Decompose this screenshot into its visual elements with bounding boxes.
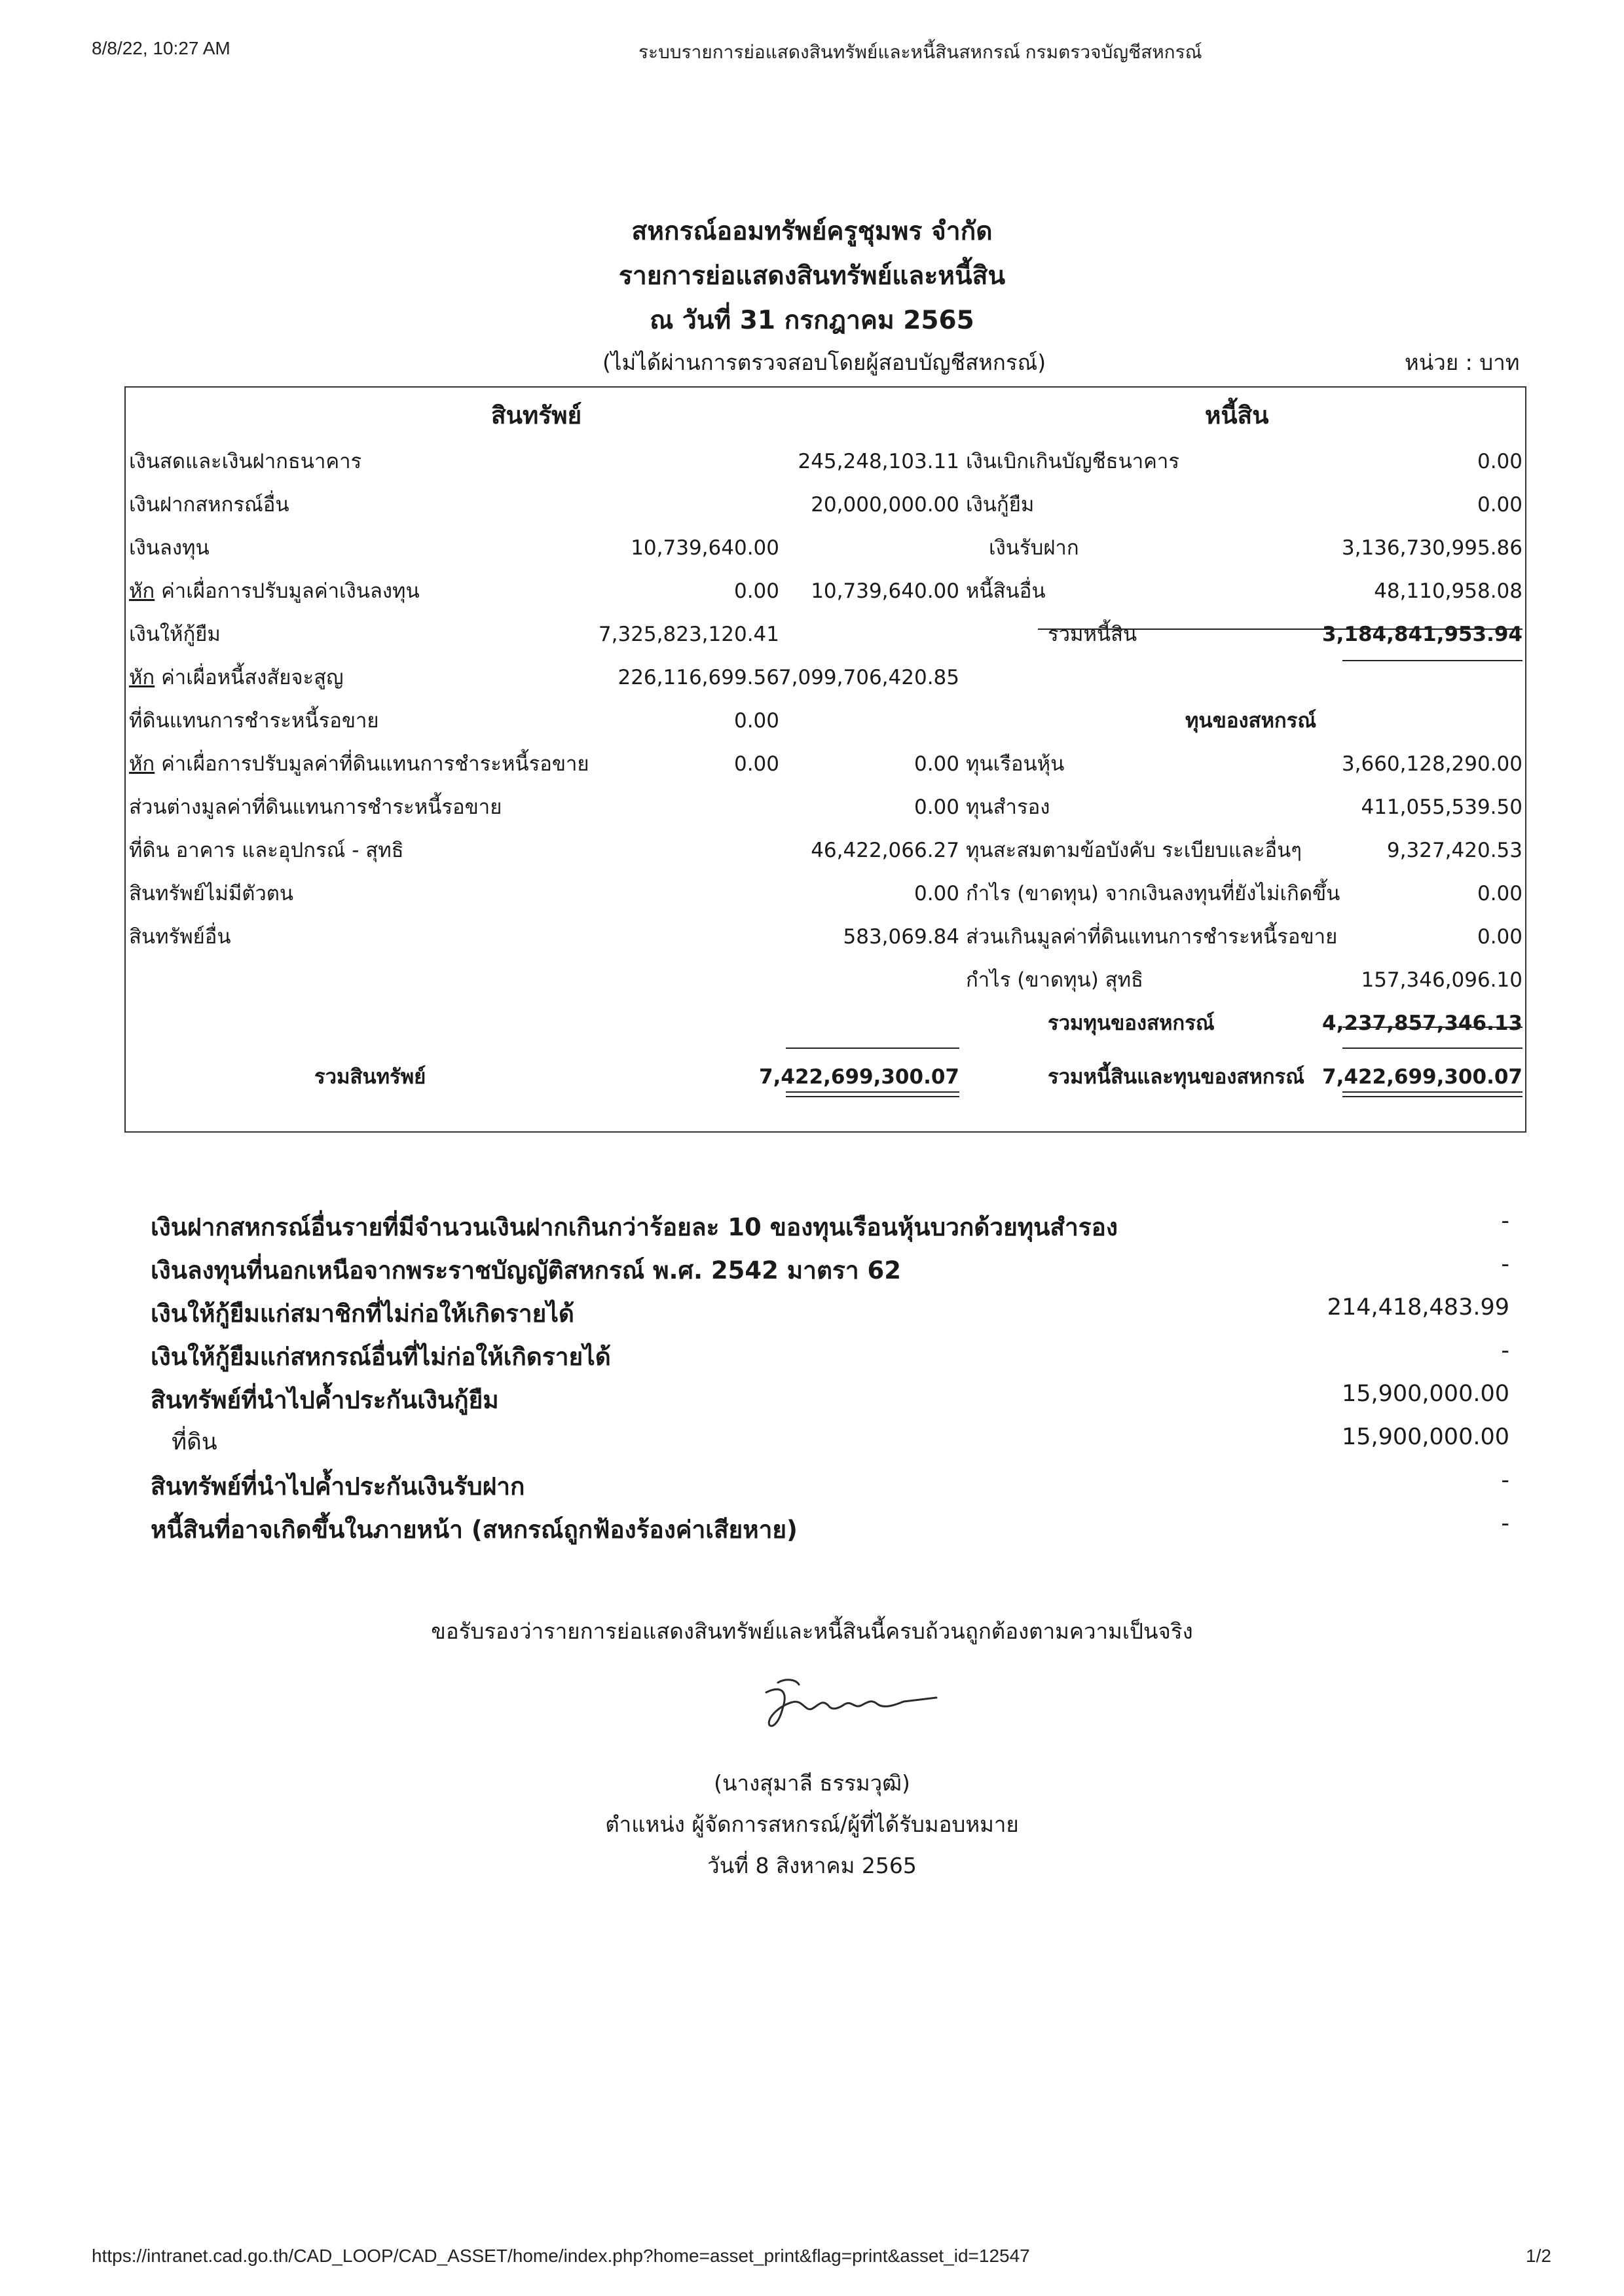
asset-row-label	[129, 927, 231, 947]
equity-row-label: กำไร (ขาดทุน) จากเงินลงทุนที่ยังไม่เกิดขึ้น	[966, 882, 1340, 905]
grand-total-label: รวมหนี้สินและทุนของสหกรณ์	[1048, 1065, 1304, 1089]
note-value: -	[1501, 1251, 1509, 1277]
asset-row-label	[129, 754, 589, 774]
note-label: สินทรัพย์ที่นำไปค้ำประกันเงินกู้ยืม	[151, 1386, 499, 1414]
note-label: สินทรัพย์ที่นำไปค้ำประกันเงินรับฝาก	[151, 1472, 525, 1501]
report-title: รายการย่อแสดงสินทรัพย์และหนี้สิน	[618, 261, 1006, 291]
equity-row-amount: 0.00	[1477, 925, 1522, 949]
print-page-number: 1/2	[1526, 2246, 1551, 2266]
asset-row-label	[129, 797, 502, 818]
asset-row-sub-amount: 0.00	[733, 579, 779, 603]
grand-total-amount: 7,422,699,300.07	[1322, 1065, 1522, 1089]
liabilities-total-label: รวมหนี้สิน	[1048, 623, 1137, 646]
equity-row-label: ทุนสำรอง	[966, 795, 1050, 819]
asset-row-amount: 245,248,103.11	[798, 450, 959, 473]
signer-position: ตำแหน่ง ผู้จัดการสหกรณ์/ผู้ที่ได้รับมอบหมาย	[605, 1812, 1019, 1837]
equity-header: ทุนของสหกรณ์	[1185, 709, 1317, 733]
asset-row-sub-amount: 0.00	[733, 752, 779, 776]
deduct-prefix: หัก	[129, 666, 155, 689]
liability-row-amount: 3,136,730,995.86	[1341, 536, 1522, 560]
print-datetime: 8/8/22, 10:27 AM	[92, 38, 231, 58]
liability-row-label: หนี้สินอื่น	[966, 579, 1046, 603]
note-label: เงินให้กู้ยืมแก่สหกรณ์อื่นที่ไม่ก่อให้เกิดรายได้	[151, 1343, 611, 1371]
deduct-prefix: หัก	[129, 752, 155, 776]
note-value: -	[1501, 1510, 1509, 1537]
asset-row-amount: 0.00	[913, 752, 959, 776]
asset-label-text: สินทรัพย์อื่น	[129, 925, 231, 949]
audit-note: (ไม่ได้ผ่านการตรวจสอบโดยผู้สอบบัญชีสหกรณ์)	[602, 350, 1046, 375]
asset-row-amount: 20,000,000.00	[811, 493, 959, 517]
assets-total-amount: 7,422,699,300.07	[759, 1065, 959, 1089]
assets-total-topline	[786, 1048, 959, 1049]
assets-total-underline1	[786, 1091, 959, 1093]
note-label: หนี้สินที่อาจเกิดขึ้นในภายหน้า (สหกรณ์ถูกฟ้องร้องค่าเสียหาย)	[151, 1516, 798, 1544]
certification-text: ขอรับรองว่ารายการย่อแสดงสินทรัพย์และหนี้สินนี้ครบถ้วนถูกต้องตามความเป็นจริง	[431, 1618, 1193, 1644]
signer-name: (นางสุมาลี ธรรมวุฒิ)	[714, 1770, 910, 1796]
asset-row-label	[129, 841, 404, 861]
equity-total-underline	[1342, 1048, 1522, 1049]
note-label: เงินลงทุนที่นอกเหนือจากพระราชบัญญัติสหกรณ์ พ.ศ. 2542 มาตรา 62	[151, 1256, 902, 1285]
equity-total-topline	[1342, 1027, 1522, 1028]
asset-row-label	[129, 452, 361, 472]
liabilities-total-amount: 3,184,841,953.94	[1322, 623, 1522, 646]
print-page-title: ระบบรายการย่อแสดงสินทรัพย์และหนี้สินสหกรณ์ กรมตรวจบัญชีสหกรณ์	[638, 42, 1202, 62]
liability-row-amount: 48,110,958.08	[1374, 579, 1522, 603]
asset-row-amount: 583,069.84	[843, 925, 959, 949]
equity-row-amount: 0.00	[1477, 882, 1522, 905]
asset-row-amount: 0.00	[913, 882, 959, 905]
asset-row-label	[129, 884, 293, 904]
liabilities-total-topline	[1038, 629, 1522, 630]
asset-label-text: ค่าเผื่อการปรับมูลค่าเงินลงทุน	[155, 579, 420, 603]
asset-row-amount: 7,099,706,420.85	[778, 666, 959, 689]
equity-row-amount: 9,327,420.53	[1386, 839, 1522, 862]
liability-row-label: เงินเบิกเกินบัญชีธนาคาร	[966, 450, 1179, 473]
report-date: ณ วันที่ 31 กรกฎาคม 2565	[650, 306, 974, 335]
asset-row-label	[129, 495, 289, 515]
equity-row-label: กำไร (ขาดทุน) สุทธิ	[966, 968, 1143, 992]
asset-row-label	[129, 625, 221, 645]
assets-total-underline2	[786, 1096, 959, 1097]
asset-row-amount: 10,739,640.00	[811, 579, 959, 603]
equity-row-amount: 3,660,128,290.00	[1341, 752, 1522, 776]
grand-total-underline1	[1342, 1091, 1522, 1093]
liability-row-amount: 0.00	[1477, 450, 1522, 473]
note-label: เงินให้กู้ยืมแก่สมาชิกที่ไม่ก่อให้เกิดรายได้	[151, 1300, 574, 1328]
asset-row-amount: 0.00	[913, 795, 959, 819]
asset-row-sub-amount: 226,116,699.56	[618, 666, 779, 689]
note-value: -	[1501, 1467, 1509, 1493]
note-label: ที่ดิน	[172, 1429, 217, 1455]
asset-row-sub-amount: 10,739,640.00	[631, 536, 779, 560]
asset-row-amount: 46,422,066.27	[811, 839, 959, 862]
asset-row-label	[129, 711, 379, 731]
asset-label-text: เงินให้กู้ยืม	[129, 623, 221, 646]
equity-row-label: ทุนสะสมตามข้อบังคับ ระเบียบและอื่นๆ	[966, 839, 1302, 862]
note-value: 15,900,000.00	[1341, 1381, 1509, 1407]
asset-label-text: ค่าเผื่อการปรับมูลค่าที่ดินแทนการชำระหนี้รอขาย	[155, 752, 589, 776]
asset-label-text: เงินสดและเงินฝากธนาคาร	[129, 450, 362, 473]
equity-row-label: ส่วนเกินมูลค่าที่ดินแทนการชำระหนี้รอขาย	[966, 925, 1338, 949]
asset-label-text: ส่วนต่างมูลค่าที่ดินแทนการชำระหนี้รอขาย	[129, 795, 502, 819]
equity-row-amount: 411,055,539.50	[1361, 795, 1522, 819]
liability-row-amount: 0.00	[1477, 493, 1522, 517]
note-value: -	[1501, 1338, 1509, 1364]
assets-total-label: รวมสินทรัพย์	[314, 1065, 426, 1089]
print-url: https://intranet.cad.go.th/CAD_LOOP/CAD_ASSET/home/index.php?home=asset_print&flag=print&asset_id=12547	[92, 2246, 1030, 2266]
asset-label-text: ค่าเผื่อหนี้สงสัยจะสูญ	[155, 666, 344, 689]
equity-row-amount: 157,346,096.10	[1361, 968, 1522, 992]
liabilities-header: หนี้สิน	[1205, 401, 1269, 429]
asset-label-text: สินทรัพย์ไม่มีตัวตน	[129, 882, 294, 905]
asset-row-sub-amount: 7,325,823,120.41	[598, 623, 779, 646]
equity-total-amount: 4,237,857,346.13	[1322, 1011, 1522, 1035]
note-value: -	[1501, 1208, 1509, 1234]
deduct-prefix: หัก	[129, 579, 155, 603]
equity-row-label: ทุนเรือนหุ้น	[966, 752, 1065, 776]
asset-label-text: เงินลงทุน	[129, 536, 210, 560]
asset-row-sub-amount: 0.00	[733, 709, 779, 733]
liability-row-label: เงินรับฝาก	[989, 536, 1079, 560]
liabilities-total-underline	[1342, 660, 1522, 661]
signer-date: วันที่ 8 สิงหาคม 2565	[707, 1853, 917, 1878]
note-value: 15,900,000.00	[1341, 1424, 1509, 1450]
signature	[753, 1673, 950, 1738]
liability-row-label: เงินกู้ยืม	[966, 493, 1035, 517]
grand-total-underline2	[1342, 1096, 1522, 1097]
asset-label-text: ที่ดิน อาคาร และอุปกรณ์ - สุทธิ	[129, 839, 404, 862]
assets-header: สินทรัพย์	[491, 401, 582, 429]
note-label: เงินฝากสหกรณ์อื่นรายที่มีจำนวนเงินฝากเกินกว่าร้อยละ 10 ของทุนเรือนหุ้นบวกด้วยทุนสำรอง	[151, 1213, 1118, 1241]
unit-label: หน่วย : บาท	[1405, 350, 1520, 375]
asset-label-text: ที่ดินแทนการชำระหนี้รอขาย	[129, 709, 379, 733]
note-value: 214,418,483.99	[1327, 1294, 1509, 1321]
equity-total-label: รวมทุนของสหกรณ์	[1048, 1011, 1215, 1035]
asset-label-text: เงินฝากสหกรณ์อื่น	[129, 493, 289, 517]
asset-row-label	[129, 538, 210, 558]
org-name: สหกรณ์ออมทรัพย์ครูชุมพร จำกัด	[631, 217, 993, 246]
asset-row-label	[129, 668, 344, 688]
asset-row-label	[129, 581, 420, 602]
